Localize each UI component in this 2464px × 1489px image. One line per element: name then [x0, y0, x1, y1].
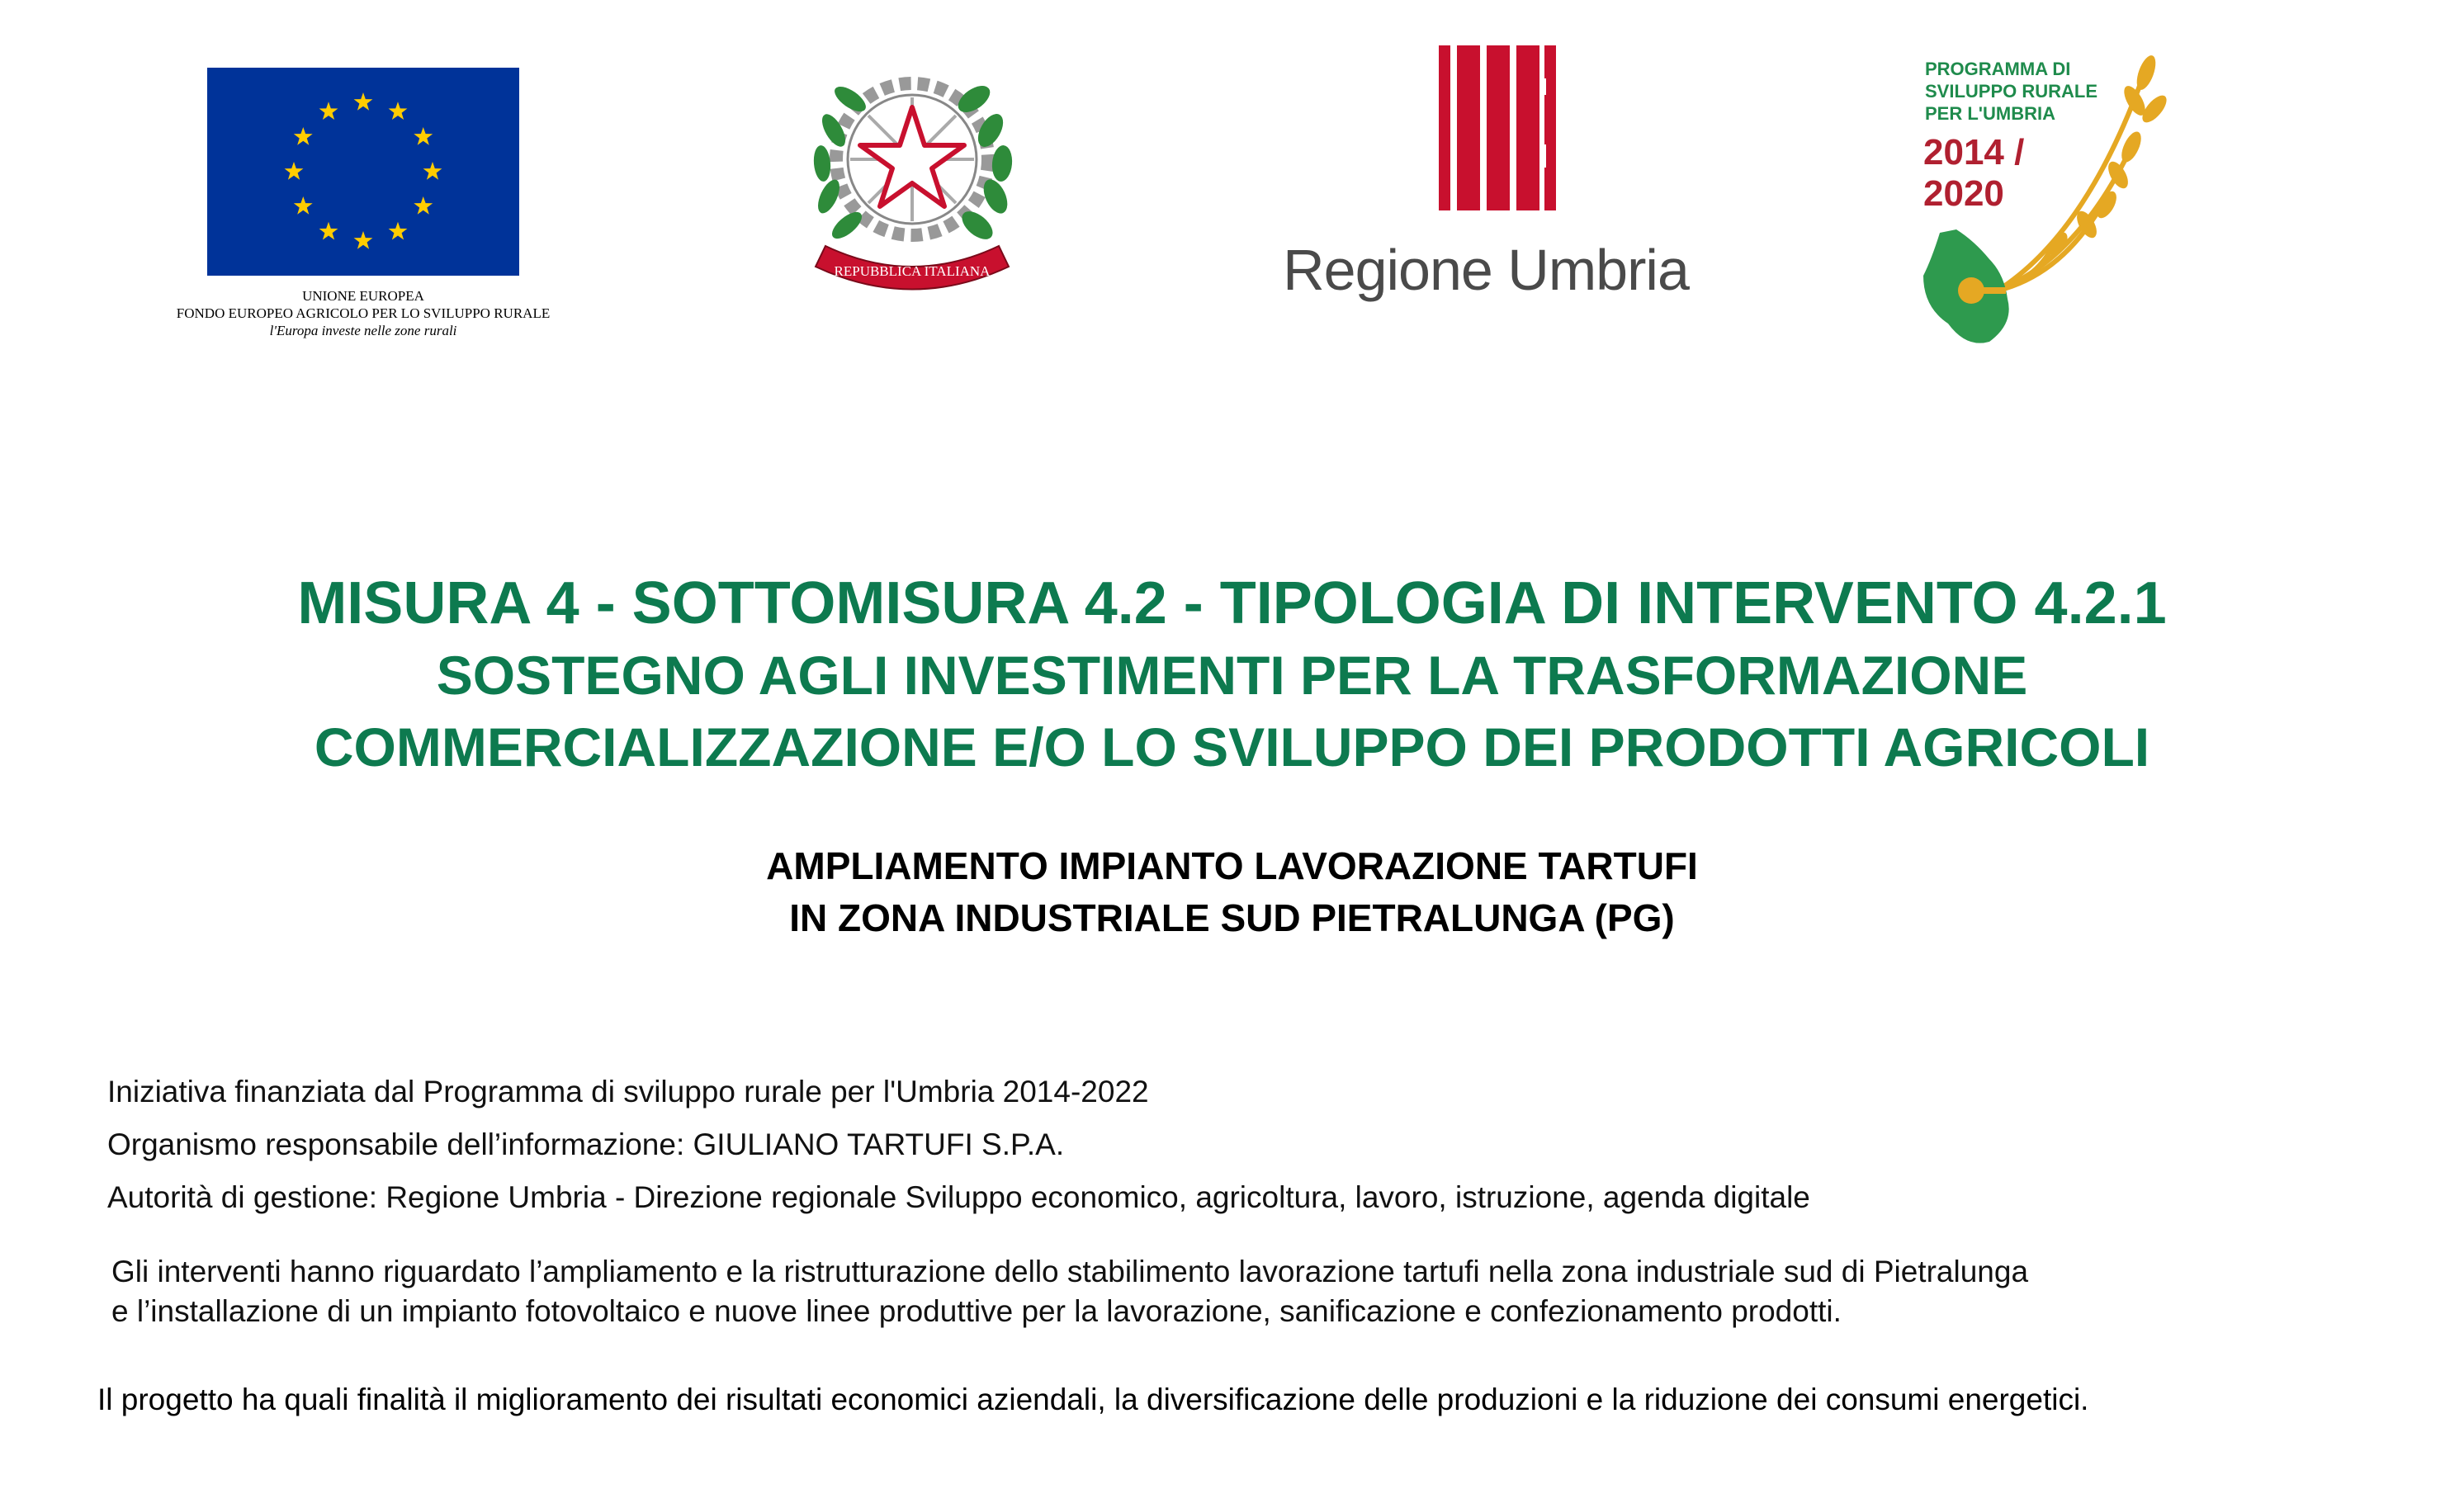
- eu-caption-fund: FONDO EUROPEO AGRICOLO PER LO SVILUPPO RURALE: [176, 305, 551, 321]
- psr-line2: SVILUPPO RURALE: [1925, 81, 2098, 102]
- regione-umbria-logo: [1251, 45, 1721, 310]
- project-title-line2: IN ZONA INDUSTRIALE SUD PIETRALUNGA (PG): [789, 896, 1675, 939]
- project-purpose: Il progetto ha quali finalità il miglioramento dei risultati economici aziendali, la diversificazione delle produzioni e la riduzione dei consumi energetici.: [97, 1383, 2089, 1416]
- psr-line1: PROGRAMMA DI: [1925, 59, 2071, 79]
- measure-title: MISURA 4 - SOTTOMISURA 4.2 - TIPOLOGIA DI INTERVENTO 4.2.1: [297, 570, 2167, 636]
- authority-info: Autorità di gestione: Regione Umbria - Direzione regionale Sviluppo economico, agricoltura, lavoro, istruzione, agenda digitale: [107, 1180, 1810, 1214]
- psr-years-start: 2014 /: [1923, 132, 2025, 173]
- italian-emblem-motto: REPUBBLICA ITALIANA: [834, 263, 991, 279]
- eu-flag-icon: [207, 68, 519, 276]
- measure-subtitle-line1: SOSTEGNO AGLI INVESTIMENTI PER LA TRASFORMAZIONE: [436, 645, 2028, 706]
- italian-emblem-icon: [792, 40, 1032, 304]
- psr-umbria-logo: [1899, 43, 2179, 357]
- italian-republic-emblem: [792, 40, 1032, 304]
- measure-subtitle-line2: COMMERCIALIZZAZIONE E/O LO SVILUPPO DEI PRODOTTI AGRICOLI: [314, 716, 2150, 778]
- project-title-line1: AMPLIAMENTO IMPIANTO LAVORAZIONE TARTUFI: [766, 844, 1698, 887]
- description-line2: e l’installazione di un impianto fotovoltaico e nuove linee produttive per la lavorazione, sanificazione e confezionamento prodotti.: [111, 1294, 1842, 1328]
- description-line1: Gli interventi hanno riguardato l’ampliamento e la ristrutturazione dello stabilimento lavorazione tartufi nella zona industriale sud di Pietralunga: [111, 1255, 2029, 1288]
- eu-caption-union: UNIONE EUROPEA: [302, 288, 424, 304]
- umbria-name: Regione Umbria: [1283, 238, 1689, 302]
- umbria-candles-icon: [1251, 45, 1721, 227]
- responsible-info: Organismo responsabile dell’informazione: GIULIANO TARTUFI S.P.A.: [107, 1127, 1065, 1161]
- psr-line3: PER L'UMBRIA: [1925, 103, 2056, 124]
- funding-info: Iniziativa finanziata dal Programma di sviluppo rurale per l'Umbria 2014-2022: [107, 1075, 1149, 1108]
- eu-logo: [149, 68, 578, 348]
- psr-years-end: 2020: [1923, 173, 2004, 214]
- eu-caption-motto: l'Europa investe nelle zone rurali: [269, 323, 457, 338]
